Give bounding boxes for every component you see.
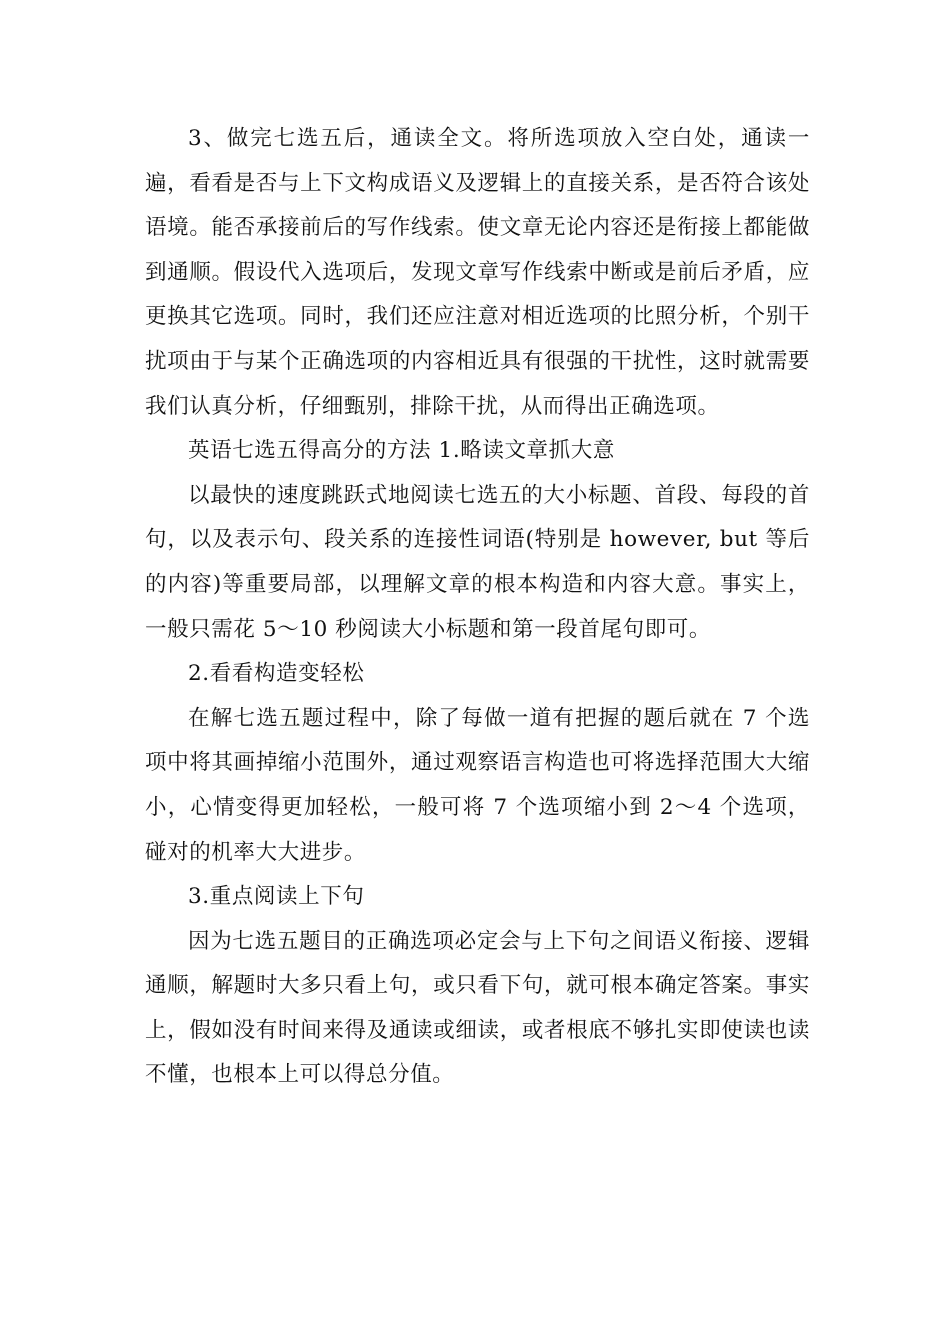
paragraph-structure-body: 在解七选五题过程中，除了每做一道有把握的题后就在 7 个选项中将其画掉缩小范围外，通过观察语言构造也可将选择范围大大缩小，心情变得更加轻松，一般可将 7 个选项缩小到 2～4 个选项，碰对的机率大大进步。	[145, 705, 810, 865]
paragraph-heading-context: 3.重点阅读上下句	[188, 884, 365, 910]
paragraph-context-body: 因为七选五题目的正确选项必定会与上下句之间语义衔接、逻辑通顺，解题时大多只看上句，或只看下句，就可根本确定答案。事实上，假如没有时间来得及通读或细读，或者根底不够扎实即使读也读不懂，也根本上可以得总分值。	[145, 928, 810, 1088]
document-body	[145, 117, 810, 1098]
paragraph-heading-structure: 2.看看构造变轻松	[188, 661, 365, 687]
paragraph-heading-skim: 英语七选五得高分的方法 1.略读文章抓大意	[188, 438, 615, 464]
paragraph-skim-body: 以最快的速度跳跃式地阅读七选五的大小标题、首段、每段的首句，以及表示句、段关系的连接性词语(特别是 however, but 等后的内容)等重要局部，以理解文章的根本构造和内容大意。事实上，一般只需花 5～10 秒阅读大小标题和第一段首尾句即可。	[145, 482, 810, 642]
paragraph-step-3-review: 3、做完七选五后，通读全文。将所选项放入空白处，通读一遍，看看是否与上下文构成语义及逻辑上的直接关系，是否符合该处语境。能否承接前后的写作线索。使文章无论内容还是衔接上都能做到通顺。假设代入选项后，发现文章写作线索中断或是前后矛盾，应更换其它选项。同时，我们还应注意对相近选项的比照分析，个别干扰项由于与某个正确选项的内容相近具有很强的干扰性，这时就需要我们认真分析，仔细甄别，排除干扰，从而得出正确选项。	[145, 126, 810, 419]
